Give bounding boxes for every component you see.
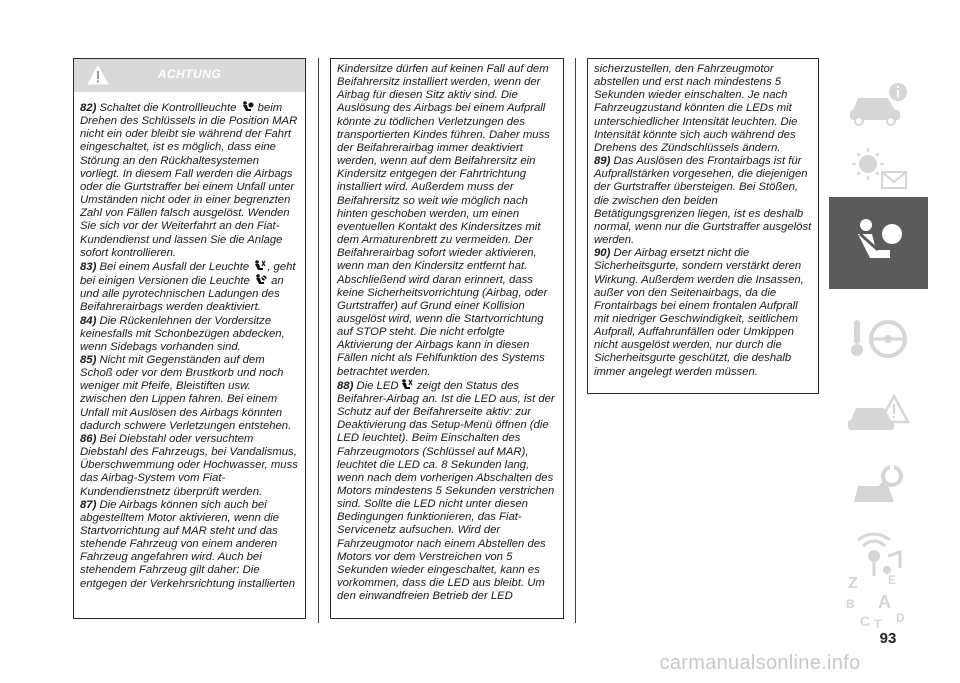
paragraph-87-continued: Kindersitze dürfen auf keinen Fall auf dem Beifahrersitz installiert werden, wenn der Airbag für diesen Sitz aktiv sind. Die Auslösung des Airbags bei einem Aufprall könnte zu tödlichen Verletzungen des transportierten Kindes führen. Daher muss der Beifahrerairbag immer deaktiviert werden, wenn auf dem Beifahrersitz ein Kindersitz entgegen der Fahrtrichtung installiert wird. Außerdem muss der Beifahrersitz so weit wie möglich nach hinten geschoben werden, um einen eventuellen Kontakt des Kindersitzes mit dem Armaturenbrett zu vermeiden. Der Beifahrerairbag sofort wieder aktivieren, wenn man den Kindersitz entfernt hat. Abschließend wird daran erinnert, dass keine Sicherheitsvorrichtung (Airbag, oder Gurtstraffer) auf Grund einer Kollision ausgelöst wird, wenn die Startvorrichtung auf STOP steht. Die nicht erfolgte Aktivierung der Airbags kann in diesen Fällen nicht als Fehlfunktion des Systems betrachtet werden.: [337, 63, 550, 378]
chapter-sidebar: [829, 57, 928, 631]
note-number: 83): [80, 260, 97, 273]
index-letter: D: [895, 611, 905, 625]
note-84: 84) Die Rückenlehnen der Vordersitze keinesfalls mit Schonbezügen abdecken, wenn Sidebags vorhanden sind.: [80, 314, 285, 353]
column-divider: [575, 58, 576, 623]
note-number: 82): [80, 102, 97, 114]
passenger-airbag-off-icon: [254, 274, 267, 286]
index-letter: B: [845, 597, 855, 611]
column-divider: [318, 58, 319, 623]
warning-column: [73, 58, 306, 619]
text-column-2: [330, 58, 564, 619]
paragraph-88-continued: sicherzustellen, den Fahrzeugmotor abstellen und erst nach mindestens 5 Sekunden wieder einschalten. Je nach Fahrzeugzustand könnten die LEDs mit unterschiedlicher Intensität leuchten. Die Intensität könnte sich auch während des Drehens des Zündschlüssels ändern.: [594, 63, 798, 154]
note-83: 83) Bei einem Ausfall der Leuchte , geht bei einigen Versionen die Leuchte an und alle pyrotechnischen Ladungen des Beifahrerairbags werden deaktiviert.: [80, 260, 296, 314]
warning-title: ACHTUNG: [157, 67, 222, 81]
note-number: 90): [594, 247, 611, 260]
airbag-warning-icon: [241, 101, 254, 113]
note-82: 82) Schaltet die Kontrollleuchte beim Drehen des Schlüssels in die Position MAR nicht ein oder bleibt sie während der Fahrt eingeschaltet, ist es möglich, dass eine Störung an den Rückhaltesystemen vorliegt. In diesem Fall werden die Airbags oder die Gurtstraffer bei einem Unfall unter Umständen nicht oder in einer begrenzten Zahl von Fällen falsch ausgelöst. Wenden Sie sich vor der Weiterfahrt an den Fiat-Kundendienst und lassen Sie die Anlage sofort kontrollieren.: [80, 102, 298, 259]
note-88: 88) Die LED zeigt den Status des Beifahrer-Airbag an. Ist die LED aus, ist der Schutz auf der Beifahrerseite aktiv: zur Deaktivierung das Setup-Menü öffnen (die LED leuchtet). Beim Einschalten des Fahrzeugmotors (Schlüssel auf MAR), leuchtet die LED ca. 8 Sekunden lang, wenn nach dem vorherigen Abschalten des Motors mindestens 5 Sekunden verstrichen sind. Sollte die LED nicht unter diesen Bedingungen funktionieren, das Fiat-Servicenetz aufsuchen. Wird der Fahrzeugmotor nach einem Abstellen des Motors vor dem Verstreichen von 5 Sekunden wieder eingeschaltet, kann es vorkommen, dass die LED aus bleibt. Um den einwandfreien Betrieb der LED: [337, 379, 555, 603]
chapter-tab-safety[interactable]: [829, 197, 928, 289]
index-letter: E: [887, 573, 896, 587]
seat-airbag-icon: [844, 212, 914, 274]
page-number: 93: [879, 630, 897, 647]
index-letter: C: [859, 613, 870, 629]
note-86: 86) Bei Diebstahl oder versuchtem Diebstahl des Fahrzeugs, bei Vandalismus, Überschwemmung oder Hochwasser, muss das Airbag-System vom Fiat-Kundendienstnetz überprüft werden.: [80, 432, 298, 498]
warning-lights-icon: [844, 138, 914, 200]
index-letters-icon: [844, 572, 914, 634]
note-number: 89): [594, 155, 611, 168]
emergency-car-icon: [844, 382, 914, 444]
note-number: 87): [80, 498, 97, 511]
note-number: 84): [80, 314, 97, 327]
passenger-airbag-led-icon: [400, 379, 413, 391]
note-number: 85): [80, 353, 97, 366]
index-letter: T: [873, 617, 881, 631]
note-85: 85) Nicht mit Gegenständen auf dem Schoß oder vor dem Brustkorb und noch weniger mit Pfeife, Bleistiften usw. zwischen den Lippen fahren. Bei einem Unfall mit Auslösen des Airbags könnten dadurch schwere Verletzungen entstehen.: [80, 353, 292, 432]
watermark: carmanualsonline.info: [659, 652, 861, 674]
note-number: 86): [80, 432, 97, 445]
key-steering-icon: [844, 308, 914, 370]
warning-header: [74, 59, 305, 92]
note-87: 87) Die Airbags können sich auch bei abgestelltem Motor aktivieren, wenn die Startvorrichtung auf MAR steht und das stehende Fahrzeug von einem anderen Fahrzeug angefahren wird. Auch bei stehendem Fahrzeug gilt daher: Die entgegen der Verkehrsrichtung installierten: [80, 498, 295, 590]
airbag-failure-icon: [253, 260, 266, 272]
note-number: 88): [337, 379, 354, 392]
note-90: 90) Der Airbag ersetzt nicht die Sicherheitsgurte, sondern verstärkt deren Wirkung. Außerdem werden die Insassen, außer von den Seitenairbags, da die Frontairbags bei einem frontalen Aufprall mit niedriger Geschwindigkeit, seitlichem Aufprall, Auffahrunfällen oder Umkippen nicht ausgelöst werden, nur durch die Sicherheitsgurte geschützt, die deshalb immer angelegt werden müssen.: [594, 247, 804, 378]
index-letter: A: [877, 592, 891, 612]
note-89: 89) Das Auslösen des Frontairbags ist für Aufprallstärken vorgesehen, die diejenigen der Gurtstraffer übersteigen. Bei Stößen, die zwischen den beiden Betätigungsgrenzen liegen, ist es deshalb normal, wenn nur die Gurtstraffer ausgelöst werden.: [594, 155, 812, 247]
text-column-3: [587, 58, 819, 394]
index-letter: Z: [847, 575, 858, 592]
